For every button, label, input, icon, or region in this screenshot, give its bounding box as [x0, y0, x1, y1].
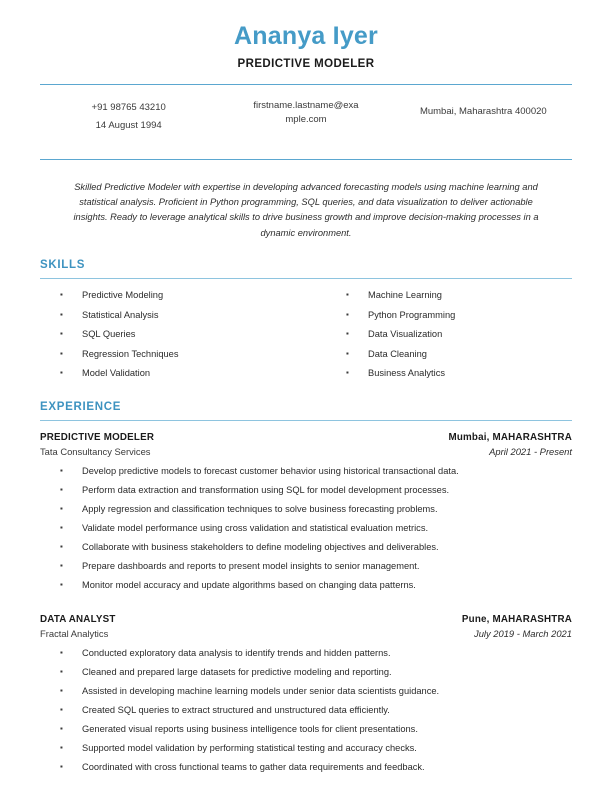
bullet-icon: ▪ [346, 309, 349, 319]
skill-label: Regression Techniques [82, 348, 179, 359]
responsibility-text: Cleaned and prepared large datasets for predictive modeling and reporting. [82, 667, 392, 678]
bullet-icon: ▪ [346, 290, 349, 300]
list-item [60, 503, 572, 516]
experience-entry [40, 421, 572, 592]
bullet-icon: ▪ [60, 762, 63, 772]
responsibility-text: Supported model validation by performing statistical testing and accuracy checks. [82, 743, 417, 754]
bullet-icon: ▪ [60, 541, 63, 551]
bullet-icon: ▪ [60, 465, 63, 475]
job-company: Fractal Analytics [40, 628, 109, 640]
bullet-icon: ▪ [60, 743, 63, 753]
bullet-icon: ▪ [346, 329, 349, 339]
bullet-icon: ▪ [60, 705, 63, 715]
skills-section [40, 259, 572, 387]
candidate-job-title: PREDICTIVE MODELER [237, 57, 375, 70]
skills-section-title: SKILLS [40, 259, 86, 272]
responsibility-text: Generated visual reports using business intelligence tools for client presentations. [82, 724, 418, 735]
contact-column-left [40, 99, 217, 135]
responsibility-text: Prepare dashboards and reports to present model insights to senior management. [82, 561, 420, 572]
list-item [60, 289, 306, 302]
bullet-icon: ▪ [60, 580, 63, 590]
list-item [60, 367, 306, 380]
list-item [60, 541, 572, 554]
job-responsibilities [40, 639, 572, 774]
list-item [60, 522, 572, 535]
responsibility-text: Perform data extraction and transformation using SQL for model development processes. [82, 484, 450, 495]
skill-label: Business Analytics [368, 368, 445, 379]
contact-phone: +91 98765 43210 [91, 101, 166, 113]
bullet-icon: ▪ [346, 368, 349, 378]
bullet-icon: ▪ [60, 724, 63, 734]
bullet-icon: ▪ [60, 484, 63, 494]
list-item [60, 579, 572, 592]
bullet-icon: ▪ [60, 561, 63, 571]
job-location: Pune, MAHARASHTRA [461, 614, 572, 626]
skills-column-right [306, 289, 572, 387]
responsibility-text: Validate model performance using cross validation and statistical evaluation metrics. [82, 522, 429, 533]
skill-label: Data Cleaning [368, 348, 427, 359]
contact-location: Mumbai, Maharashtra 400020 [419, 105, 547, 117]
list-item [60, 309, 306, 322]
responsibility-text: Coordinated with cross functional teams to gather data requirements and feedback. [82, 762, 425, 773]
list-item [346, 309, 572, 322]
job-dates: July 2019 - March 2021 [474, 628, 572, 640]
responsibility-text: Collaborate with business stakeholders to define modeling objectives and deliverables. [82, 541, 439, 552]
responsibility-text: Created SQL queries to extract structured and unstructured data efficiently. [82, 705, 390, 716]
contact-column-right [395, 99, 572, 121]
bullet-icon: ▪ [60, 667, 63, 677]
list-item [60, 348, 306, 361]
contact-column-middle [217, 99, 394, 127]
list-item [60, 685, 572, 698]
skill-label: Predictive Modeling [82, 290, 164, 301]
responsibility-text: Apply regression and classification techniques to solve business forecasting problems. [82, 503, 438, 514]
contact-email: firstname.lastname@example.com [253, 99, 359, 125]
skill-label: Machine Learning [368, 290, 442, 301]
responsibility-text: Develop predictive models to forecast customer behavior using historical transactional data. [82, 465, 459, 476]
bullet-icon: ▪ [60, 329, 63, 339]
list-item [60, 761, 572, 774]
responsibility-text: Assisted in developing machine learning models under senior data scientists guidance. [82, 686, 440, 697]
skills-columns [40, 279, 572, 387]
list-item [60, 465, 572, 478]
list-item [60, 647, 572, 660]
bullet-icon: ▪ [60, 522, 63, 532]
bullet-icon: ▪ [60, 290, 63, 300]
experience-entry-header [40, 432, 572, 443]
list-item [60, 723, 572, 736]
skill-label: Statistical Analysis [82, 309, 159, 320]
list-item [60, 328, 306, 341]
resume-header [40, 0, 572, 70]
job-role: DATA ANALYST [40, 614, 116, 626]
experience-entry-subheader [40, 446, 572, 457]
list-item [60, 666, 572, 679]
list-item [346, 289, 572, 302]
job-dates: April 2021 - Present [489, 445, 572, 457]
list-item [346, 328, 572, 341]
job-company: Tata Consultancy Services [40, 445, 151, 457]
bullet-icon: ▪ [60, 686, 63, 696]
experience-section-title: EXPERIENCE [40, 400, 122, 413]
list-item [346, 348, 572, 361]
job-role: PREDICTIVE MODELER [40, 431, 155, 443]
skill-label: SQL Queries [82, 329, 136, 340]
bullet-icon: ▪ [60, 368, 63, 378]
experience-section [40, 401, 572, 774]
list-item [60, 484, 572, 497]
experience-entry [40, 598, 572, 774]
skill-label: Model Validation [82, 368, 151, 379]
candidate-name: Ananya Iyer [234, 22, 378, 50]
list-item [346, 367, 572, 380]
list-item [60, 560, 572, 573]
skill-label: Data Visualization [368, 329, 443, 340]
skill-label: Python Programming [368, 309, 456, 320]
experience-entry-header [40, 614, 572, 625]
experience-entry-subheader [40, 628, 572, 639]
contact-info [40, 85, 572, 159]
professional-summary: Skilled Predictive Modeler with expertise in developing advanced forecasting models using machine learning and statistical analysis. Proficient in Python programming, SQL queries, and data visualization to deliver actionable insights. Ready to leverage analytical skills to drive business growth and improve decision-making processes in a dynamic environment. [73, 181, 539, 238]
bullet-icon: ▪ [60, 309, 63, 319]
responsibility-text: Conducted exploratory data analysis to identify trends and hidden patterns. [82, 648, 391, 659]
bullet-icon: ▪ [346, 348, 349, 358]
skills-column-left [40, 289, 306, 387]
bullet-icon: ▪ [60, 503, 63, 513]
bullet-icon: ▪ [60, 348, 63, 358]
responsibility-text: Monitor model accuracy and update algorithms based on changing data patterns. [82, 580, 416, 591]
list-item [60, 704, 572, 717]
job-responsibilities [40, 457, 572, 592]
bullet-icon: ▪ [60, 648, 63, 658]
job-location: Mumbai, MAHARASHTRA [448, 431, 572, 443]
contact-birthdate: 14 August 1994 [95, 119, 162, 131]
list-item [60, 742, 572, 755]
